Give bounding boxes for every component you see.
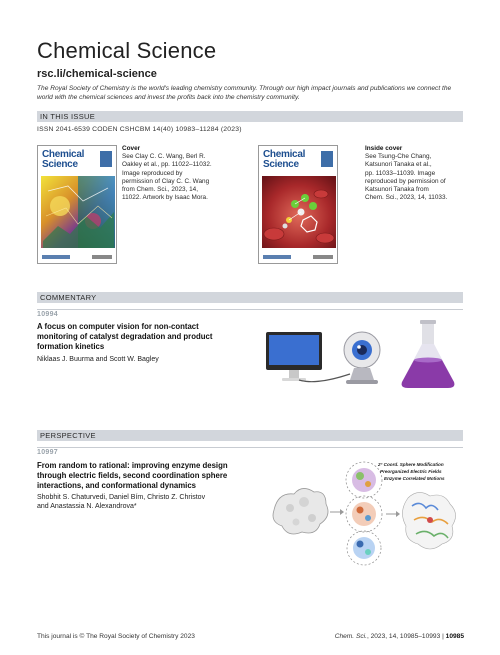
protein-surface-icon (273, 488, 328, 534)
cover-image (37, 145, 117, 264)
section-label: COMMENTARY (40, 293, 97, 302)
journal-url[interactable]: rsc.li/chemical-science (37, 68, 157, 80)
journal-title: Chemical Science (37, 38, 217, 63)
commentary-bar (37, 292, 463, 303)
copyright-footer: This journal is © The Royal Society of Chemistry 2023 (37, 633, 195, 640)
protein-ribbon-icon (402, 492, 455, 549)
cover-footer-text (313, 255, 333, 259)
cover-footer-text (92, 255, 112, 259)
divider (37, 447, 463, 448)
section-label: IN THIS ISSUE (40, 112, 96, 121)
cover-footer-logo (42, 255, 70, 259)
inside-cover-caption: Inside cover See Tsung-Che Chang, Katsunori Tanaka et al., pp. 11033–11039. Image reproduced by permission of Katsunori Tanaka from Chem. Sci., 2023, 14, 11033. (365, 145, 448, 202)
flask-icon (422, 322, 434, 344)
journal-description: The Royal Society of Chemistry is the world's leading chemistry community. Through our high impact journals and publications we connect the world with the chemical sciences and invest the profits back into the chemistry community. (37, 85, 452, 101)
enzyme-icon (353, 537, 375, 559)
cover-artwork (38, 146, 117, 264)
issn-line: ISSN 2041-6539 CODEN CSHCBM 14(40) 10983–11284 (2023) (37, 126, 242, 133)
graphic-label: 2° Coord. Sphere Modification (378, 462, 444, 467)
commentary-authors: Niklaas J. Buurma and Scott W. Bagley (37, 356, 159, 363)
citation-footer: Chem. Sci., 2023, 14, 10985–10993 | 10985 (334, 633, 464, 640)
inside-cover-image (258, 145, 338, 264)
section-label: PERSPECTIVE (40, 431, 96, 440)
cover-footer-logo (263, 255, 291, 259)
perspective-title[interactable]: From random to rational: improving enzyme design through electric fields, second coordination sphere interactions, and conformational dynamics (37, 461, 228, 490)
graphic-label: Enzyme Correlated Motions (384, 476, 445, 481)
page-number: 10997 (37, 449, 58, 456)
cover-masthead: Chemical Science (42, 149, 85, 170)
graphic-label: Preorganized Electric Fields (380, 469, 442, 474)
commentary-title[interactable]: A focus on computer vision for non-contact monitoring of catalyst degradation and product formation kinetics (37, 322, 213, 351)
divider (37, 309, 463, 310)
perspective-authors: Shobhit S. Chaturvedi, Daniel Bím, Christo Z. Christov and Anastassia N. Alexandrova* (37, 494, 206, 511)
inside-cover-artwork (259, 146, 338, 264)
cover-caption: Cover See Clay C. C. Wang, Berl R. Oakley et al., pp. 11022–11032. Image reproduced by permission of Clay C. C. Wang from Chem. Sci., 2023, 14, 11022. Artwork by Isaac Mora. (122, 145, 212, 202)
page-number: 10994 (37, 311, 58, 318)
enzyme-icon (352, 468, 376, 492)
commentary-graphic (262, 318, 462, 393)
in-this-issue-bar (37, 111, 463, 122)
perspective-graphic (268, 458, 466, 568)
perspective-bar (37, 430, 463, 441)
cover-masthead: Chemical Science (263, 149, 306, 170)
enzyme-icon (352, 502, 376, 526)
